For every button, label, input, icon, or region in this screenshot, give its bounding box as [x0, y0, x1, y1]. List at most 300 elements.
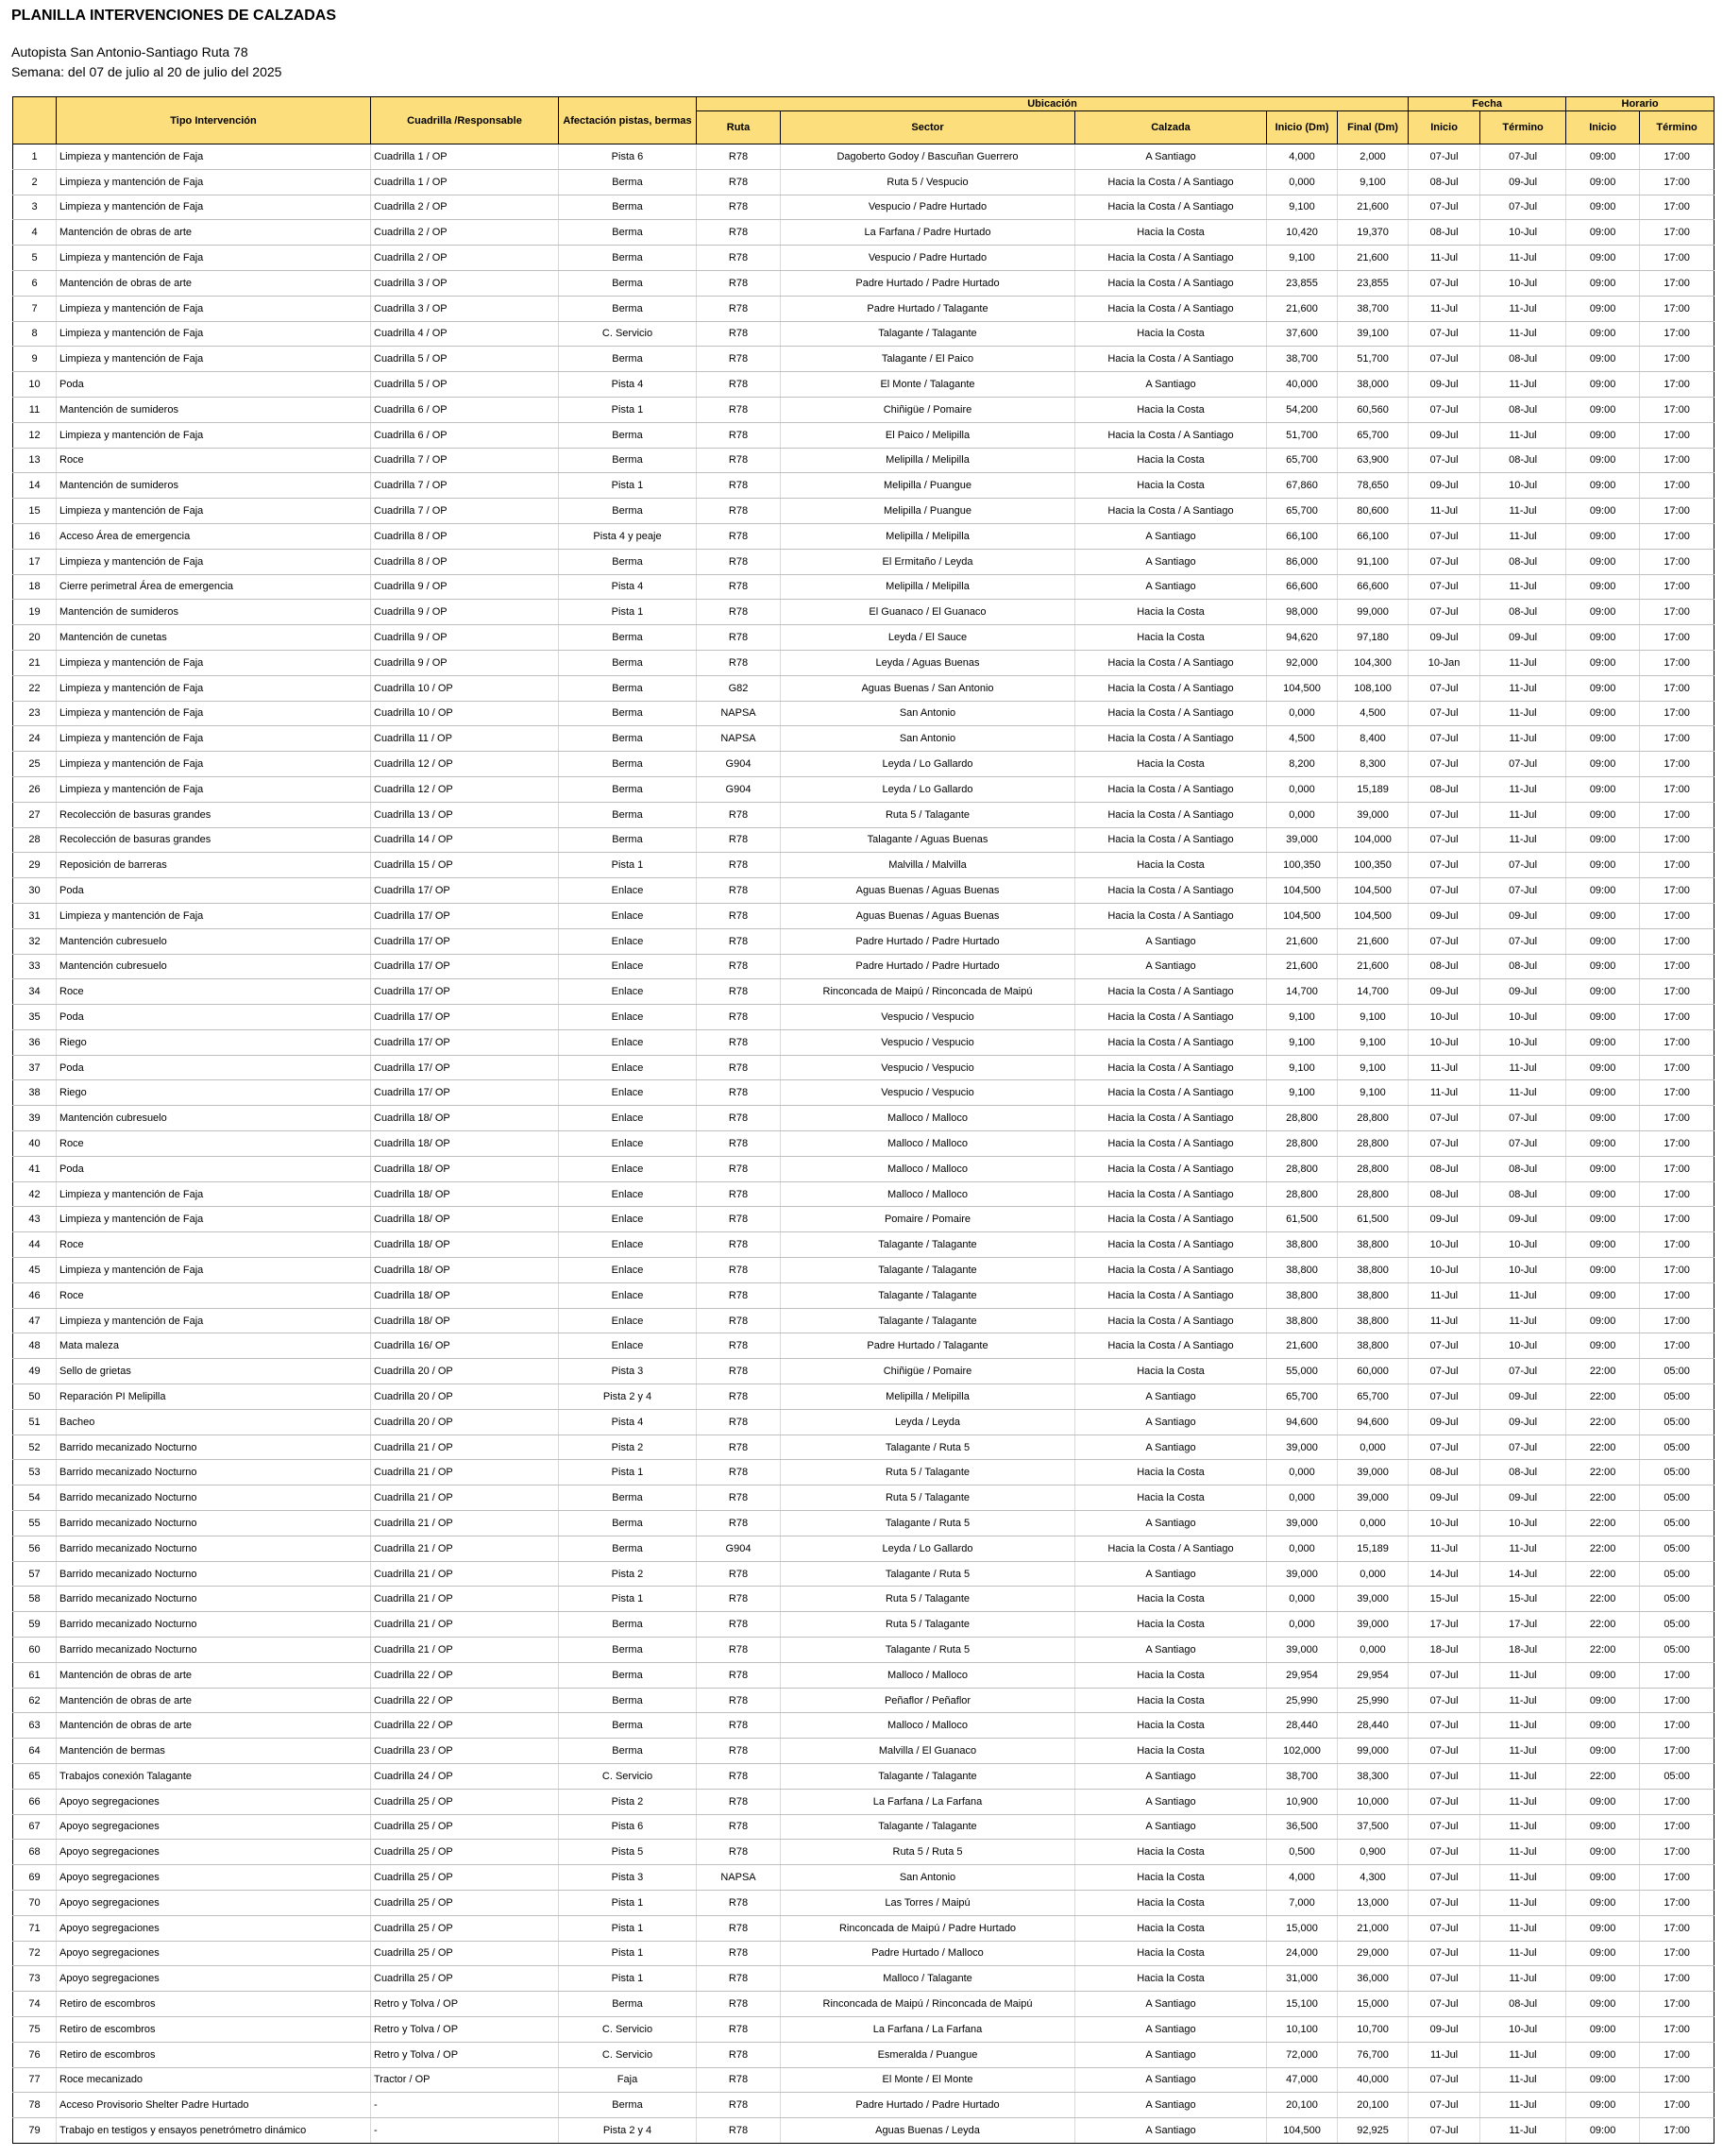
cell-afectacion: Berma [559, 2093, 697, 2118]
cell-inicio-dm: 4,000 [1267, 1865, 1338, 1891]
cell-cuadrilla: Retro y Tolva / OP [371, 2016, 559, 2042]
cell-horario-inicio: 09:00 [1566, 220, 1640, 246]
cell-horario-termino: 17:00 [1640, 1156, 1715, 1181]
cell-final-dm: 15,189 [1338, 776, 1409, 802]
cell-sector: Melipilla / Melipilla [781, 1384, 1075, 1410]
cell-horario-termino: 17:00 [1640, 270, 1715, 296]
cell-ruta: R78 [697, 397, 781, 422]
cell-afectacion: Enlace [559, 1029, 697, 1055]
cell-sector: Leyda / Lo Gallardo [781, 752, 1075, 777]
cell-tipo-intervencion: Mantención de obras de arte [57, 270, 371, 296]
cell-tipo-intervencion: Retiro de escombros [57, 1992, 371, 2017]
cell-fecha-termino: 11-Jul [1480, 802, 1566, 827]
cell-inicio-dm: 9,100 [1267, 1005, 1338, 1030]
cell-row-number: 47 [13, 1308, 57, 1333]
cell-calzada: Hacia la Costa [1075, 1840, 1267, 1865]
cell-fecha-termino: 11-Jul [1480, 701, 1566, 726]
cell-cuadrilla: Cuadrilla 22 / OP [371, 1688, 559, 1713]
cell-cuadrilla: Retro y Tolva / OP [371, 2042, 559, 2067]
cell-afectacion: Berma [559, 1638, 697, 1663]
cell-horario-termino: 17:00 [1640, 1080, 1715, 1106]
cell-fecha-termino: 11-Jul [1480, 372, 1566, 398]
table-row [13, 574, 1715, 600]
cell-afectacion: Berma [559, 1536, 697, 1561]
cell-final-dm: 76,700 [1338, 2042, 1409, 2067]
header-final-dm: Final (Dm) [1338, 111, 1409, 144]
cell-fecha-termino: 10-Jul [1480, 2016, 1566, 2042]
cell-horario-termino: 17:00 [1640, 523, 1715, 549]
cell-horario-inicio: 22:00 [1566, 1764, 1640, 1790]
cell-fecha-inicio: 10-Jan [1409, 650, 1480, 675]
cell-final-dm: 28,440 [1338, 1713, 1409, 1739]
cell-horario-termino: 17:00 [1640, 1258, 1715, 1283]
cell-inicio-dm: 21,600 [1267, 1333, 1338, 1359]
cell-cuadrilla: Cuadrilla 5 / OP [371, 372, 559, 398]
cell-horario-termino: 17:00 [1640, 650, 1715, 675]
cell-row-number: 8 [13, 321, 57, 347]
cell-tipo-intervencion: Apoyo segregaciones [57, 1915, 371, 1941]
cell-final-dm: 8,300 [1338, 752, 1409, 777]
cell-row-number: 37 [13, 1055, 57, 1080]
cell-horario-inicio: 09:00 [1566, 752, 1640, 777]
cell-sector: Aguas Buenas / Leyda [781, 2118, 1075, 2144]
cell-final-dm: 9,100 [1338, 169, 1409, 195]
cell-ruta: R78 [697, 979, 781, 1005]
table-row [13, 1460, 1715, 1485]
cell-final-dm: 38,300 [1338, 1764, 1409, 1790]
cell-calzada: Hacia la Costa [1075, 1587, 1267, 1612]
cell-horario-inicio: 09:00 [1566, 1005, 1640, 1030]
cell-afectacion: Enlace [559, 1156, 697, 1181]
cell-cuadrilla: Cuadrilla 4 / OP [371, 321, 559, 347]
cell-tipo-intervencion: Poda [57, 1156, 371, 1181]
cell-ruta: R78 [697, 1814, 781, 1840]
cell-inicio-dm: 7,000 [1267, 1890, 1338, 1915]
page-title: PLANILLA INTERVENCIONES DE CALZADAS [11, 8, 337, 24]
table-row [13, 1511, 1715, 1536]
cell-inicio-dm: 20,100 [1267, 2093, 1338, 2118]
cell-ruta: R78 [697, 1156, 781, 1181]
cell-inicio-dm: 51,700 [1267, 422, 1338, 448]
table-row [13, 675, 1715, 701]
cell-fecha-termino: 11-Jul [1480, 1308, 1566, 1333]
cell-tipo-intervencion: Mantención de obras de arte [57, 1688, 371, 1713]
cell-row-number: 73 [13, 1966, 57, 1992]
cell-row-number: 56 [13, 1536, 57, 1561]
cell-horario-inicio: 09:00 [1566, 549, 1640, 574]
cell-tipo-intervencion: Limpieza y mantención de Faja [57, 776, 371, 802]
cell-sector: Rinconcada de Maipú / Padre Hurtado [781, 1915, 1075, 1941]
cell-calzada: Hacia la Costa / A Santiago [1075, 499, 1267, 524]
cell-fecha-termino: 11-Jul [1480, 1865, 1566, 1891]
cell-ruta: R78 [697, 1384, 781, 1410]
cell-cuadrilla: - [371, 2093, 559, 2118]
cell-row-number: 39 [13, 1106, 57, 1131]
cell-final-dm: 28,800 [1338, 1181, 1409, 1207]
cell-fecha-inicio: 14-Jul [1409, 1561, 1480, 1587]
table-row [13, 650, 1715, 675]
cell-tipo-intervencion: Limpieza y mantención de Faja [57, 169, 371, 195]
cell-calzada: Hacia la Costa [1075, 448, 1267, 473]
cell-sector: Leyda / Lo Gallardo [781, 776, 1075, 802]
cell-horario-termino: 17:00 [1640, 675, 1715, 701]
cell-horario-termino: 17:00 [1640, 726, 1715, 752]
cell-fecha-termino: 08-Jul [1480, 1460, 1566, 1485]
cell-row-number: 12 [13, 422, 57, 448]
cell-row-number: 17 [13, 549, 57, 574]
table-row [13, 296, 1715, 321]
cell-inicio-dm: 4,500 [1267, 726, 1338, 752]
cell-sector: Ruta 5 / Talagante [781, 1612, 1075, 1638]
cell-horario-inicio: 22:00 [1566, 1638, 1640, 1663]
cell-inicio-dm: 38,800 [1267, 1308, 1338, 1333]
cell-fecha-inicio: 07-Jul [1409, 1941, 1480, 1966]
cell-row-number: 42 [13, 1181, 57, 1207]
cell-sector: Padre Hurtado / Padre Hurtado [781, 928, 1075, 954]
cell-horario-inicio: 09:00 [1566, 270, 1640, 296]
cell-ruta: G904 [697, 752, 781, 777]
cell-tipo-intervencion: Retiro de escombros [57, 2016, 371, 2042]
cell-horario-termino: 17:00 [1640, 2118, 1715, 2144]
cell-horario-termino: 17:00 [1640, 2042, 1715, 2067]
cell-cuadrilla: Cuadrilla 22 / OP [371, 1662, 559, 1688]
table-row [13, 726, 1715, 752]
cell-fecha-inicio: 09-Jul [1409, 1485, 1480, 1511]
cell-inicio-dm: 25,990 [1267, 1688, 1338, 1713]
cell-fecha-termino: 09-Jul [1480, 1384, 1566, 1410]
cell-row-number: 58 [13, 1587, 57, 1612]
cell-horario-inicio: 09:00 [1566, 1333, 1640, 1359]
table-row [13, 1485, 1715, 1511]
cell-fecha-inicio: 09-Jul [1409, 625, 1480, 651]
cell-final-dm: 38,800 [1338, 1258, 1409, 1283]
cell-row-number: 9 [13, 347, 57, 372]
cell-horario-inicio: 09:00 [1566, 1789, 1640, 1814]
cell-calzada: Hacia la Costa / A Santiago [1075, 1080, 1267, 1106]
table-row [13, 2042, 1715, 2067]
cell-horario-inicio: 09:00 [1566, 1662, 1640, 1688]
cell-inicio-dm: 38,700 [1267, 1764, 1338, 1790]
cell-horario-inicio: 09:00 [1566, 523, 1640, 549]
cell-sector: Talagante / Talagante [781, 1232, 1075, 1258]
cell-afectacion: Enlace [559, 1333, 697, 1359]
table-row [13, 928, 1715, 954]
cell-horario-termino: 17:00 [1640, 776, 1715, 802]
cell-fecha-termino: 11-Jul [1480, 650, 1566, 675]
cell-calzada: Hacia la Costa / A Santiago [1075, 675, 1267, 701]
cell-tipo-intervencion: Roce [57, 1282, 371, 1308]
cell-sector: Padre Hurtado / Talagante [781, 1333, 1075, 1359]
cell-fecha-inicio: 10-Jul [1409, 1029, 1480, 1055]
cell-horario-inicio: 09:00 [1566, 878, 1640, 904]
cell-fecha-termino: 08-Jul [1480, 347, 1566, 372]
cell-tipo-intervencion: Mantención de sumideros [57, 600, 371, 625]
cell-horario-inicio: 09:00 [1566, 1992, 1640, 2017]
cell-horario-termino: 17:00 [1640, 2067, 1715, 2093]
cell-inicio-dm: 94,620 [1267, 625, 1338, 651]
cell-inicio-dm: 39,000 [1267, 1638, 1338, 1663]
cell-afectacion: Enlace [559, 954, 697, 979]
cell-row-number: 1 [13, 144, 57, 170]
cell-inicio-dm: 38,800 [1267, 1258, 1338, 1283]
cell-sector: Ruta 5 / Ruta 5 [781, 1840, 1075, 1865]
cell-sector: Padre Hurtado / Malloco [781, 1941, 1075, 1966]
cell-horario-inicio: 09:00 [1566, 979, 1640, 1005]
cell-inicio-dm: 21,600 [1267, 296, 1338, 321]
cell-row-number: 50 [13, 1384, 57, 1410]
cell-calzada: A Santiago [1075, 1561, 1267, 1587]
cell-inicio-dm: 9,100 [1267, 195, 1338, 220]
cell-fecha-inicio: 07-Jul [1409, 523, 1480, 549]
cell-calzada: Hacia la Costa [1075, 1890, 1267, 1915]
cell-fecha-termino: 07-Jul [1480, 1359, 1566, 1384]
cell-fecha-inicio: 07-Jul [1409, 2118, 1480, 2144]
cell-ruta: R78 [697, 1941, 781, 1966]
cell-fecha-termino: 11-Jul [1480, 2042, 1566, 2067]
cell-cuadrilla: Cuadrilla 7 / OP [371, 499, 559, 524]
cell-row-number: 13 [13, 448, 57, 473]
cell-fecha-inicio: 11-Jul [1409, 1080, 1480, 1106]
cell-inicio-dm: 10,100 [1267, 2016, 1338, 2042]
cell-horario-inicio: 09:00 [1566, 1055, 1640, 1080]
cell-tipo-intervencion: Barrido mecanizado Nocturno [57, 1536, 371, 1561]
table-row [13, 1435, 1715, 1460]
cell-cuadrilla: Cuadrilla 9 / OP [371, 600, 559, 625]
cell-sector: San Antonio [781, 726, 1075, 752]
cell-horario-inicio: 09:00 [1566, 1029, 1640, 1055]
cell-final-dm: 91,100 [1338, 549, 1409, 574]
cell-afectacion: Pista 1 [559, 853, 697, 878]
cell-horario-termino: 17:00 [1640, 169, 1715, 195]
cell-sector: Pomaire / Pomaire [781, 1207, 1075, 1232]
cell-calzada: Hacia la Costa [1075, 752, 1267, 777]
cell-ruta: R78 [697, 1511, 781, 1536]
cell-fecha-inicio: 07-Jul [1409, 321, 1480, 347]
cell-inicio-dm: 28,800 [1267, 1156, 1338, 1181]
cell-ruta: R78 [697, 878, 781, 904]
cell-row-number: 18 [13, 574, 57, 600]
table-row [13, 1561, 1715, 1587]
cell-calzada: A Santiago [1075, 1638, 1267, 1663]
cell-ruta: R78 [697, 422, 781, 448]
cell-sector: Vespucio / Padre Hurtado [781, 246, 1075, 271]
cell-horario-termino: 05:00 [1640, 1764, 1715, 1790]
cell-inicio-dm: 9,100 [1267, 246, 1338, 271]
cell-calzada: Hacia la Costa / A Santiago [1075, 169, 1267, 195]
cell-sector: El Paico / Melipilla [781, 422, 1075, 448]
cell-horario-inicio: 09:00 [1566, 2042, 1640, 2067]
cell-sector: Talagante / Ruta 5 [781, 1561, 1075, 1587]
cell-sector: Talagante / Talagante [781, 1282, 1075, 1308]
cell-inicio-dm: 39,000 [1267, 1435, 1338, 1460]
cell-horario-inicio: 22:00 [1566, 1612, 1640, 1638]
cell-inicio-dm: 0,000 [1267, 802, 1338, 827]
cell-fecha-inicio: 07-Jul [1409, 1106, 1480, 1131]
cell-row-number: 61 [13, 1662, 57, 1688]
cell-horario-inicio: 22:00 [1566, 1536, 1640, 1561]
cell-horario-inicio: 09:00 [1566, 1739, 1640, 1764]
cell-sector: Vespucio / Padre Hurtado [781, 195, 1075, 220]
cell-ruta: R78 [697, 2016, 781, 2042]
cell-inicio-dm: 38,800 [1267, 1232, 1338, 1258]
cell-tipo-intervencion: Limpieza y mantención de Faja [57, 195, 371, 220]
cell-fecha-termino: 09-Jul [1480, 1409, 1566, 1435]
cell-ruta: R78 [697, 1258, 781, 1283]
table-row [13, 1612, 1715, 1638]
cell-horario-inicio: 09:00 [1566, 1308, 1640, 1333]
cell-fecha-termino: 10-Jul [1480, 473, 1566, 499]
cell-ruta: R78 [697, 600, 781, 625]
cell-ruta: R78 [697, 903, 781, 928]
cell-afectacion: Pista 5 [559, 1840, 697, 1865]
table-row [13, 954, 1715, 979]
cell-afectacion: Pista 2 [559, 1435, 697, 1460]
cell-row-number: 62 [13, 1688, 57, 1713]
cell-cuadrilla: Cuadrilla 12 / OP [371, 776, 559, 802]
table-row [13, 625, 1715, 651]
cell-sector: Malloco / Malloco [781, 1106, 1075, 1131]
header-ubicacion: Ubicación [697, 97, 1409, 111]
cell-tipo-intervencion: Mantención de obras de arte [57, 1662, 371, 1688]
cell-ruta: R78 [697, 1232, 781, 1258]
cell-row-number: 53 [13, 1460, 57, 1485]
cell-ruta: G82 [697, 675, 781, 701]
cell-final-dm: 0,000 [1338, 1638, 1409, 1663]
cell-fecha-inicio: 07-Jul [1409, 802, 1480, 827]
cell-fecha-inicio: 07-Jul [1409, 1359, 1480, 1384]
cell-cuadrilla: Cuadrilla 11 / OP [371, 726, 559, 752]
cell-afectacion: Pista 1 [559, 1460, 697, 1485]
cell-fecha-termino: 07-Jul [1480, 144, 1566, 170]
cell-row-number: 26 [13, 776, 57, 802]
cell-afectacion: Berma [559, 776, 697, 802]
cell-fecha-inicio: 11-Jul [1409, 246, 1480, 271]
cell-sector: Vespucio / Vespucio [781, 1005, 1075, 1030]
cell-ruta: NAPSA [697, 726, 781, 752]
cell-horario-inicio: 09:00 [1566, 650, 1640, 675]
cell-tipo-intervencion: Barrido mecanizado Nocturno [57, 1561, 371, 1587]
cell-inicio-dm: 23,855 [1267, 270, 1338, 296]
cell-fecha-termino: 07-Jul [1480, 928, 1566, 954]
cell-inicio-dm: 65,700 [1267, 499, 1338, 524]
page-subtitle-week: Semana: del 07 de julio al 20 de julio del 2025 [11, 64, 282, 79]
cell-fecha-termino: 10-Jul [1480, 1232, 1566, 1258]
cell-afectacion: Berma [559, 195, 697, 220]
cell-fecha-inicio: 09-Jul [1409, 1409, 1480, 1435]
cell-afectacion: Berma [559, 1688, 697, 1713]
cell-horario-inicio: 09:00 [1566, 1688, 1640, 1713]
cell-horario-termino: 17:00 [1640, 144, 1715, 170]
cell-tipo-intervencion: Apoyo segregaciones [57, 1789, 371, 1814]
cell-calzada: Hacia la Costa / A Santiago [1075, 296, 1267, 321]
cell-cuadrilla: Cuadrilla 17/ OP [371, 903, 559, 928]
cell-calzada: Hacia la Costa [1075, 220, 1267, 246]
table-row [13, 752, 1715, 777]
cell-ruta: R78 [697, 296, 781, 321]
header-fecha: Fecha [1409, 97, 1566, 111]
cell-fecha-inicio: 07-Jul [1409, 1789, 1480, 1814]
cell-calzada: Hacia la Costa / A Santiago [1075, 1029, 1267, 1055]
table-row [13, 220, 1715, 246]
cell-cuadrilla: Cuadrilla 21 / OP [371, 1561, 559, 1587]
cell-horario-termino: 05:00 [1640, 1409, 1715, 1435]
cell-inicio-dm: 10,420 [1267, 220, 1338, 246]
cell-sector: Rinconcada de Maipú / Rinconcada de Maipú [781, 1992, 1075, 2017]
cell-afectacion: Pista 6 [559, 144, 697, 170]
cell-inicio-dm: 21,600 [1267, 928, 1338, 954]
cell-horario-inicio: 09:00 [1566, 2016, 1640, 2042]
cell-fecha-termino: 11-Jul [1480, 321, 1566, 347]
cell-cuadrilla: Cuadrilla 25 / OP [371, 1941, 559, 1966]
cell-ruta: R78 [697, 1333, 781, 1359]
cell-afectacion: Enlace [559, 1131, 697, 1157]
header-horario-inicio: Inicio [1566, 111, 1640, 144]
header-cuadrilla: Cuadrilla /Responsable [371, 97, 559, 144]
cell-row-number: 25 [13, 752, 57, 777]
cell-ruta: R78 [697, 499, 781, 524]
cell-horario-inicio: 09:00 [1566, 321, 1640, 347]
cell-inicio-dm: 55,000 [1267, 1359, 1338, 1384]
cell-fecha-inicio: 08-Jul [1409, 776, 1480, 802]
cell-horario-termino: 17:00 [1640, 1662, 1715, 1688]
cell-final-dm: 39,000 [1338, 1460, 1409, 1485]
cell-row-number: 19 [13, 600, 57, 625]
cell-horario-termino: 17:00 [1640, 1688, 1715, 1713]
cell-afectacion: Pista 2 [559, 1561, 697, 1587]
cell-tipo-intervencion: Roce mecanizado [57, 2067, 371, 2093]
cell-tipo-intervencion: Mata maleza [57, 1333, 371, 1359]
cell-cuadrilla: Cuadrilla 25 / OP [371, 1966, 559, 1992]
cell-afectacion: Enlace [559, 1207, 697, 1232]
table-row [13, 878, 1715, 904]
cell-inicio-dm: 98,000 [1267, 600, 1338, 625]
cell-afectacion: Berma [559, 1713, 697, 1739]
cell-tipo-intervencion: Acceso Provisorio Shelter Padre Hurtado [57, 2093, 371, 2118]
cell-row-number: 57 [13, 1561, 57, 1587]
cell-ruta: R78 [697, 2118, 781, 2144]
cell-cuadrilla: Cuadrilla 18/ OP [371, 1156, 559, 1181]
cell-calzada: A Santiago [1075, 2042, 1267, 2067]
cell-calzada: Hacia la Costa / A Santiago [1075, 1333, 1267, 1359]
cell-fecha-inicio: 07-Jul [1409, 1384, 1480, 1410]
cell-inicio-dm: 47,000 [1267, 2067, 1338, 2093]
table-row [13, 195, 1715, 220]
cell-afectacion: Berma [559, 650, 697, 675]
header-fecha-termino: Término [1480, 111, 1566, 144]
cell-final-dm: 4,300 [1338, 1865, 1409, 1891]
cell-row-number: 75 [13, 2016, 57, 2042]
header-number [13, 97, 57, 144]
cell-row-number: 60 [13, 1638, 57, 1663]
cell-cuadrilla: Cuadrilla 18/ OP [371, 1207, 559, 1232]
cell-calzada: A Santiago [1075, 1435, 1267, 1460]
cell-final-dm: 15,000 [1338, 1992, 1409, 2017]
cell-fecha-termino: 07-Jul [1480, 1106, 1566, 1131]
cell-fecha-inicio: 08-Jul [1409, 954, 1480, 979]
cell-fecha-inicio: 10-Jul [1409, 1511, 1480, 1536]
cell-calzada: A Santiago [1075, 1814, 1267, 1840]
cell-calzada: Hacia la Costa [1075, 1460, 1267, 1485]
cell-horario-termino: 17:00 [1640, 853, 1715, 878]
cell-sector: Malloco / Talagante [781, 1966, 1075, 1992]
cell-tipo-intervencion: Recolección de basuras grandes [57, 802, 371, 827]
cell-afectacion: Enlace [559, 1282, 697, 1308]
table-row [13, 1739, 1715, 1764]
cell-horario-termino: 17:00 [1640, 1055, 1715, 1080]
cell-sector: Melipilla / Melipilla [781, 574, 1075, 600]
cell-sector: Talagante / Ruta 5 [781, 1511, 1075, 1536]
cell-cuadrilla: Cuadrilla 10 / OP [371, 701, 559, 726]
